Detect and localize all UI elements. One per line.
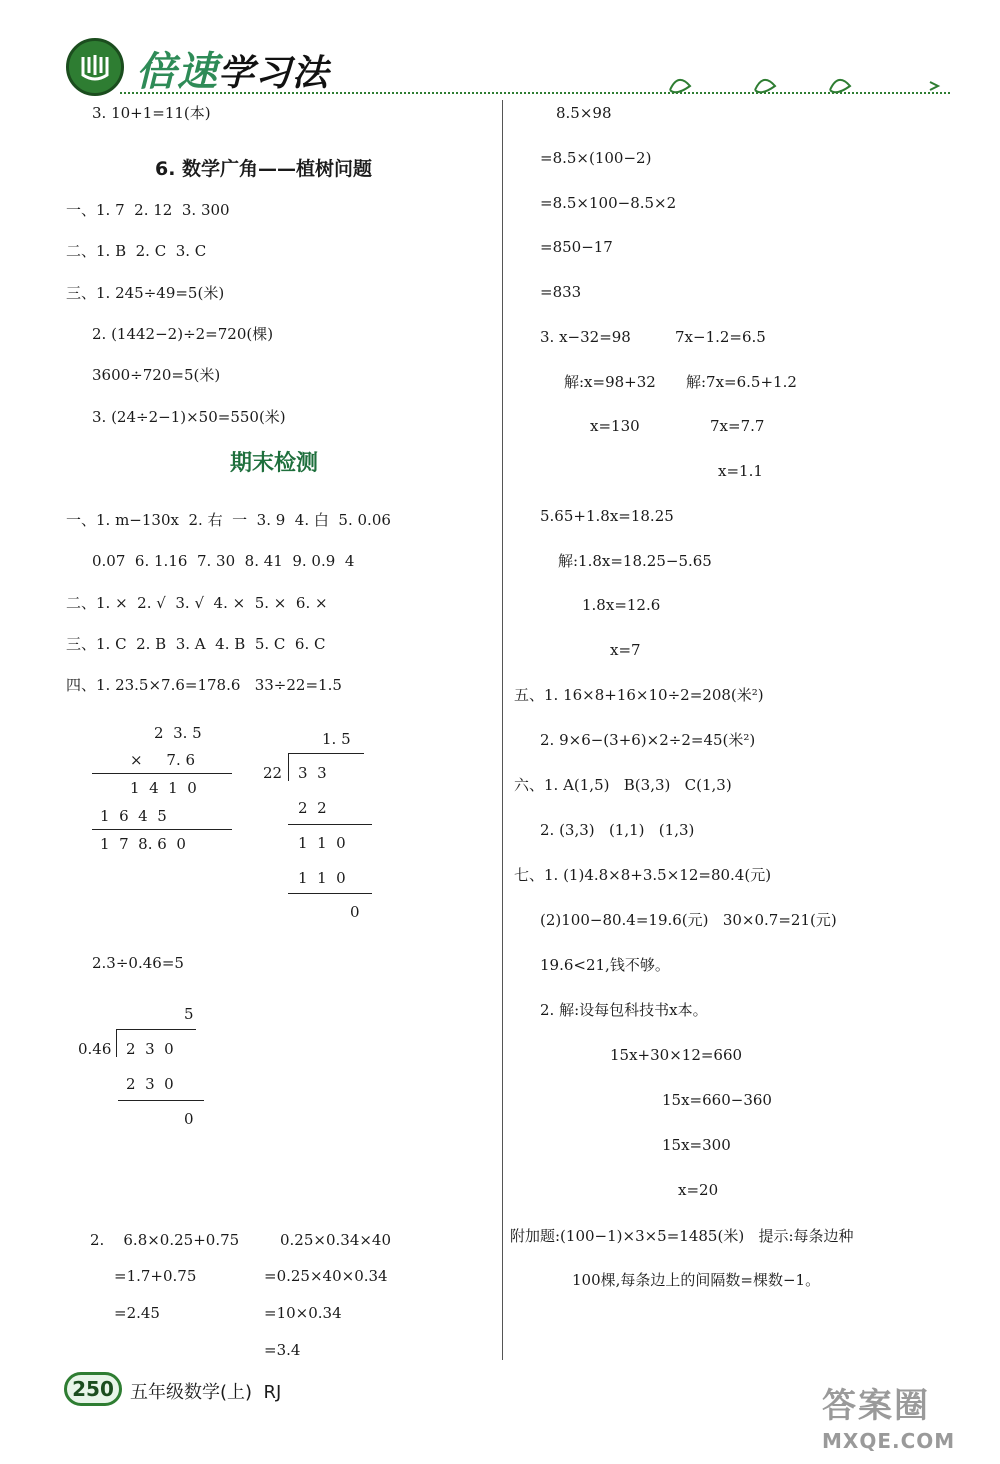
- answer-line: =0.25×40×0.34: [264, 1267, 388, 1285]
- division-row: 0: [350, 903, 360, 921]
- division-quotient: 5: [184, 1005, 194, 1023]
- division-divisor: 22: [263, 764, 283, 782]
- answer-line: 二、1. × 2. √ 3. √ 4. × 5. × 6. ×: [66, 594, 328, 612]
- division-row: 2 3 0: [126, 1075, 174, 1093]
- division-rule: [288, 824, 372, 825]
- multiplication-rule: [92, 773, 232, 774]
- answer-line: 15x=660−360: [662, 1091, 772, 1109]
- multiplication-row: 1 7 8. 6 0: [100, 835, 186, 853]
- watermark: 答案圈 MXQE.COM: [822, 1386, 956, 1453]
- answer-line: x=130: [590, 417, 640, 435]
- answer-line: 0.25×0.34×40: [280, 1231, 392, 1249]
- division-row: 2 3 0: [126, 1040, 174, 1058]
- answer-line-bonus: 100棵,每条边上的间隔数=棵数−1。: [572, 1271, 821, 1289]
- division-bracket-side: [116, 1029, 117, 1057]
- answer-line: 7x=7.7: [710, 417, 765, 435]
- multiplication-row: 2 3. 5: [154, 724, 202, 742]
- answer-line: 2. 解:设每包科技书x本。: [540, 1001, 708, 1019]
- answer-line: 1.8x=12.6: [582, 596, 661, 614]
- brand-logo-icon: [66, 38, 124, 96]
- answer-line: 解:x=98+32: [564, 373, 656, 391]
- answer-line: 二、1. B 2. C 3. C: [66, 242, 207, 260]
- answer-line: 19.6<21,钱不够。: [540, 956, 670, 974]
- answer-line: 2. (1442−2)÷2=720(棵): [92, 325, 274, 343]
- answer-line: =850−17: [540, 238, 613, 256]
- answer-line: =8.5×100−8.5×2: [540, 194, 677, 212]
- answer-line: 5.65+1.8x=18.25: [540, 507, 674, 525]
- answer-line: 一、1. 7 2. 12 3. 300: [66, 201, 230, 219]
- division-bracket-top: [116, 1029, 196, 1030]
- answer-line: =1.7+0.75: [114, 1267, 197, 1285]
- answer-line: =3.4: [264, 1341, 301, 1359]
- division-row: 2 2: [298, 799, 327, 817]
- answer-line: 三、1. C 2. B 3. A 4. B 5. C 6. C: [66, 635, 326, 653]
- answer-line: =2.45: [114, 1304, 160, 1322]
- answer-line: 0.07 6. 1.16 7. 30 8. 41 9. 0.9 4: [92, 552, 355, 570]
- answer-line: 四、1. 23.5×7.6=178.6 33÷22=1.5: [66, 676, 342, 694]
- multiplication-row: 1 4 1 0: [130, 779, 197, 797]
- division-bracket-side: [288, 753, 289, 781]
- answer-line: 7x−1.2=6.5: [675, 328, 766, 346]
- brand-title: 倍速学习法: [136, 49, 330, 95]
- multiplication-row: 1 6 4 5: [100, 807, 167, 825]
- answer-line: 解:1.8x=18.25−5.65: [558, 552, 712, 570]
- section-title-final-exam: 期末检测: [230, 451, 319, 476]
- answer-line: 15x+30×12=660: [610, 1046, 743, 1064]
- answer-line: 六、1. A(1,5) B(3,3) C(1,3): [514, 776, 732, 794]
- division-row: 3 3: [298, 764, 327, 782]
- answer-line: 3. (24÷2−1)×50=550(米): [92, 408, 286, 426]
- answer-line: 8.5×98: [556, 104, 612, 122]
- answer-line: 3600÷720=5(米): [92, 366, 221, 384]
- header-decoration-icon: [660, 68, 950, 98]
- division-row: 0: [184, 1110, 194, 1128]
- answer-line-bonus: 附加题:(100−1)×3×5=1485(米) 提示:每条边种: [510, 1227, 854, 1245]
- answer-line: =10×0.34: [264, 1304, 342, 1322]
- answer-line: 一、1. m−130x 2. 右 一 3. 9 4. 白 5. 0.06: [66, 511, 391, 529]
- division-rule: [118, 1100, 204, 1101]
- answer-line: 2.3÷0.46=5: [92, 954, 184, 972]
- answer-line: 2. (3,3) (1,1) (1,3): [540, 821, 695, 839]
- section-title: 6. 数学广角——植树问题: [155, 158, 373, 180]
- division-divisor: 0.46: [78, 1040, 112, 1058]
- answer-line: 3. x−32=98: [540, 328, 631, 346]
- column-divider: [502, 100, 503, 1360]
- answer-line: 2. 6.8×0.25+0.75: [90, 1231, 240, 1249]
- division-rule: [288, 893, 372, 894]
- answer-line: 五、1. 16×8+16×10÷2=208(米²): [514, 686, 764, 704]
- multiplication-row: × 7. 6: [130, 751, 196, 769]
- answer-line: 2. 9×6−(3+6)×2÷2=45(米²): [540, 731, 756, 749]
- answer-line: 3. 10+1=11(本): [92, 104, 211, 122]
- answer-line: =833: [540, 283, 582, 301]
- answer-line: (2)100−80.4=19.6(元) 30×0.7=21(元): [540, 911, 837, 929]
- answer-line: 三、1. 245÷49=5(米): [66, 284, 225, 302]
- answer-line: x=7: [610, 641, 641, 659]
- division-quotient: 1. 5: [322, 730, 351, 748]
- answer-line: 七、1. (1)4.8×8+3.5×12=80.4(元): [514, 866, 772, 884]
- answer-line: x=20: [678, 1181, 719, 1199]
- division-row: 1 1 0: [298, 834, 346, 852]
- book-title: 五年级数学(上) RJ: [130, 1382, 282, 1403]
- multiplication-rule: [92, 829, 232, 830]
- answer-line: =8.5×(100−2): [540, 149, 652, 167]
- division-bracket-top: [288, 753, 364, 754]
- answer-line: x=1.1: [718, 462, 763, 480]
- answer-line: 15x=300: [662, 1136, 731, 1154]
- division-row: 1 1 0: [298, 869, 346, 887]
- answer-line: 解:7x=6.5+1.2: [686, 373, 797, 391]
- page-number: 250: [64, 1372, 122, 1406]
